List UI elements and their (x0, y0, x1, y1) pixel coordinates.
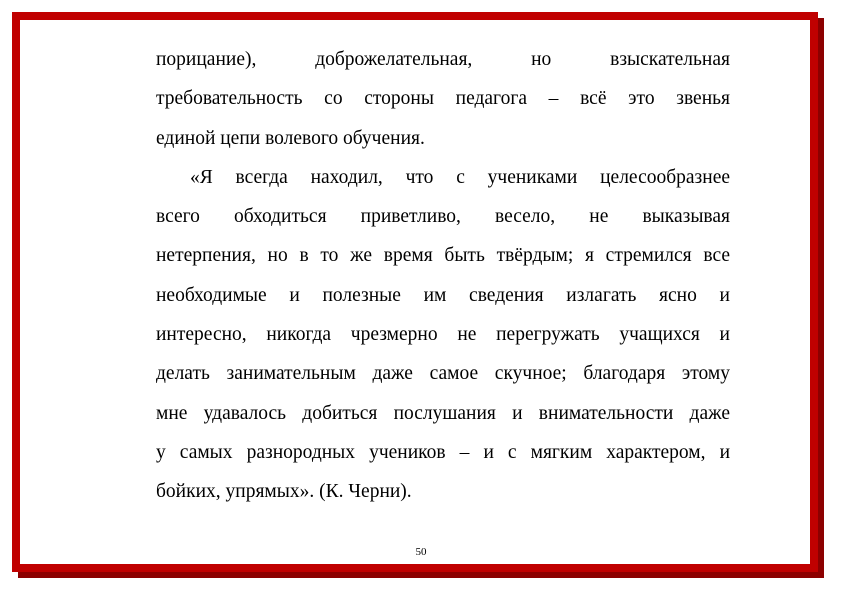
text-line-12: бойких, упрямых». (К. Черни). (156, 481, 412, 503)
text-line-2: требовательность со стороны педагога – всё это звенья (156, 88, 730, 110)
body-text (156, 40, 730, 512)
page-number: 50 (415, 546, 427, 558)
text-line-11: у самых разнородных учеников – и с мягким характером, и (156, 441, 730, 463)
text-line-6: нетерпения, но в то же время быть твёрдым; я стремился все (156, 245, 730, 267)
text-line-3: единой цепи волевого обучения. (156, 127, 425, 149)
text-line-4: «Я всегда находил, что с учениками целесообразнее (190, 166, 730, 188)
text-line-7: необходимые и полезные им сведения излагать ясно и (156, 284, 730, 306)
text-line-9: делать занимательным даже самое скучное; благодаря этому (156, 363, 730, 385)
text-line-1: порицание), доброжелательная, но взыскательная (156, 49, 730, 70)
text-line-5: всего обходиться приветливо, весело, не выказывая (156, 206, 730, 228)
text-line-10: мне удавалось добиться послушания и внимательности даже (156, 402, 730, 424)
text-line-8: интересно, никогда чрезмерно не перегружать учащихся и (156, 324, 730, 346)
